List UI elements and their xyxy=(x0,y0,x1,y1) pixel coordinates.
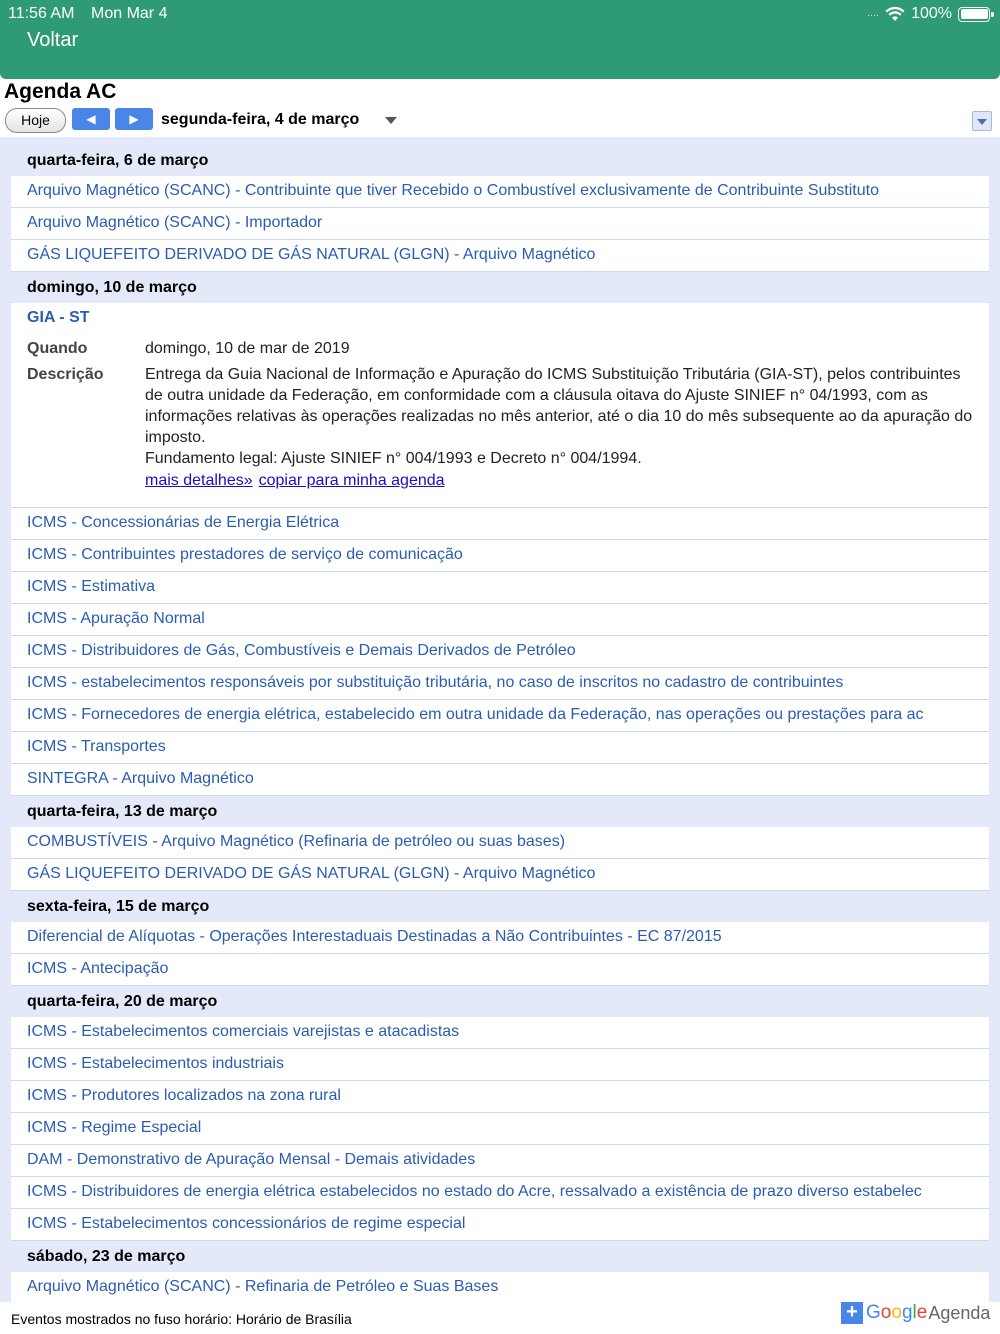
event-item[interactable]: Arquivo Magnético (SCANC) - Contribuinte que tiver Recebido o Combustível exclusivamente de Contribuinte Substituto xyxy=(11,176,989,208)
day-header: sexta-feira, 15 de março xyxy=(27,898,210,915)
event-item[interactable]: ICMS - Concessionárias de Energia Elétrica xyxy=(11,508,989,540)
description-label: Descrição xyxy=(27,366,104,383)
event-item[interactable]: SINTEGRA - Arquivo Magnético xyxy=(11,764,989,796)
current-date: segunda-feira, 4 de março xyxy=(161,111,360,128)
google-agenda-badge[interactable] xyxy=(841,1301,990,1325)
when-label: Quando xyxy=(27,340,88,357)
event-item[interactable]: ICMS - Estabelecimentos industriais xyxy=(11,1049,989,1081)
view-dropdown-button[interactable] xyxy=(972,111,992,131)
event-item[interactable]: Arquivo Magnético (SCANC) - Refinaria de Petróleo e Suas Bases xyxy=(11,1272,989,1302)
day-header: domingo, 10 de março xyxy=(27,279,197,296)
event-item[interactable]: ICMS - Produtores localizados na zona rural xyxy=(11,1081,989,1113)
day-header: sábado, 23 de março xyxy=(27,1248,186,1265)
event-item[interactable]: ICMS - estabelecimentos responsáveis por substituição tributária, no caso de inscritos no cadastro de contribuintes xyxy=(11,668,989,700)
event-item[interactable]: DAM - Demonstrativo de Apuração Mensal - Demais atividades xyxy=(11,1145,989,1177)
event-item[interactable]: ICMS - Apuração Normal xyxy=(11,604,989,636)
calendar-toolbar xyxy=(5,108,1000,134)
today-button[interactable]: Hoje xyxy=(5,108,66,133)
wifi-icon xyxy=(885,6,905,22)
plus-icon: + xyxy=(841,1302,863,1324)
when-value: domingo, 10 de mar de 2019 xyxy=(145,340,350,357)
status-bar xyxy=(8,5,990,23)
event-item[interactable]: Diferencial de Alíquotas - Operações Interestaduais Destinadas a Não Contribuintes - EC 87/2015 xyxy=(11,922,989,954)
event-item[interactable]: ICMS - Antecipação xyxy=(11,954,989,986)
battery-percent: 100% xyxy=(911,5,952,22)
description-row xyxy=(27,364,973,469)
event-item[interactable]: ICMS - Estabelecimentos concessionários de regime especial xyxy=(11,1209,989,1241)
event-item[interactable]: GÁS LIQUEFEITO DERIVADO DE GÁS NATURAL (GLGN) - Arquivo Magnético xyxy=(11,240,989,272)
event-item[interactable]: ICMS - Distribuidores de Gás, Combustíveis e Demais Derivados de Petróleo xyxy=(11,636,989,668)
event-item[interactable]: ICMS - Transportes xyxy=(11,732,989,764)
when-row xyxy=(27,338,973,359)
event-title[interactable]: GIA - ST xyxy=(27,309,90,326)
day-header: quarta-feira, 20 de março xyxy=(27,993,218,1010)
next-button[interactable] xyxy=(115,108,153,130)
event-item[interactable]: ICMS - Contribuintes prestadores de serviço de comunicação xyxy=(11,540,989,572)
chevron-left-icon: ◀ xyxy=(86,112,96,126)
status-time: 11:56 AM xyxy=(8,5,75,22)
event-item[interactable]: ICMS - Estimativa xyxy=(11,572,989,604)
more-details-link[interactable]: mais detalhes» xyxy=(145,472,253,489)
agenda-panel xyxy=(0,137,1000,1302)
chevron-right-icon: ▶ xyxy=(129,112,139,126)
top-bar xyxy=(0,0,1000,79)
agenda-label: Agenda xyxy=(928,1302,991,1323)
expanded-event xyxy=(11,303,989,508)
battery-icon xyxy=(958,7,990,22)
timezone-note: Eventos mostrados no fuso horário: Horário de Brasília xyxy=(11,1311,352,1327)
date-picker-caret-icon[interactable] xyxy=(385,117,397,124)
event-item[interactable]: ICMS - Fornecedores de energia elétrica, estabelecido em outra unidade da Federação, nas operações ou prestações para ac xyxy=(11,700,989,732)
event-item[interactable]: COMBUSTÍVEIS - Arquivo Magnético (Refinaria de petróleo ou suas bases) xyxy=(11,827,989,859)
description-value: Entrega da Guia Nacional de Informação e Apuração do ICMS Substituição Tributária (GIA-ST), pelos contribuintes de outra unidade da Federação, em conformidade com a cláusula oitava do Ajuste SINIEF n° 04/1993, com as informações relativas às operações realizadas no mês anterior, até o dia 10 do mês subsequente ao da apuração do imposto. Fundamento legal: Ajuste SINIEF n° 004/1993 e Decreto n° 004/1994. xyxy=(145,366,973,467)
signal-icon: .... xyxy=(866,7,880,19)
status-right xyxy=(867,5,990,23)
event-item[interactable]: ICMS - Estabelecimentos comerciais varejistas e atacadistas xyxy=(11,1017,989,1049)
event-item[interactable]: Arquivo Magnético (SCANC) - Importador xyxy=(11,208,989,240)
status-date: Mon Mar 4 xyxy=(91,5,168,22)
event-item[interactable]: ICMS - Regime Especial xyxy=(11,1113,989,1145)
page-title: Agenda AC xyxy=(4,80,117,103)
copy-to-calendar-link[interactable]: copiar para minha agenda xyxy=(258,472,445,489)
event-links xyxy=(145,472,973,490)
agenda-list xyxy=(11,145,989,1302)
event-item[interactable]: ICMS - Distribuidores de energia elétrica estabelecidos no estado do Acre, ressalvado a existência de prazo diverso estabelec xyxy=(11,1177,989,1209)
google-logo: Google xyxy=(866,1302,928,1323)
day-header: quarta-feira, 6 de março xyxy=(27,152,209,169)
back-button[interactable]: Voltar xyxy=(27,29,79,51)
event-item[interactable]: GÁS LIQUEFEITO DERIVADO DE GÁS NATURAL (GLGN) - Arquivo Magnético xyxy=(11,859,989,891)
prev-button[interactable] xyxy=(72,108,110,130)
day-header: quarta-feira, 13 de março xyxy=(27,803,218,820)
